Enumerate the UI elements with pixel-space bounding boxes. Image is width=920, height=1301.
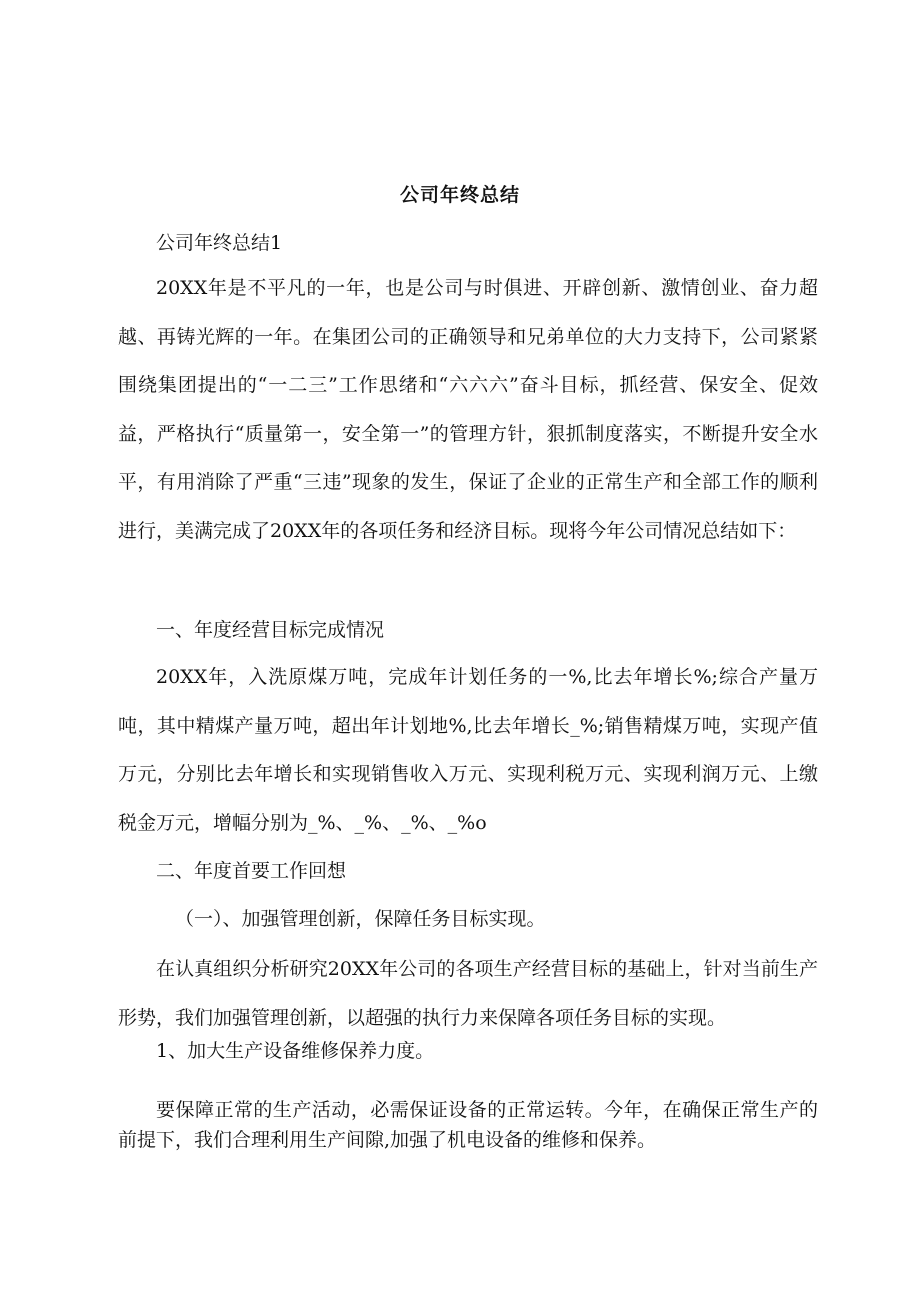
section-1-paragraph: 20XX年，入洗原煤万吨，完成年计划任务的一%,比去年增长%;综合产量万吨，其中精煤产量万吨，超出年计划地%,比去年增长_%;销售精煤万吨，实现产值万元，分别比去年增长和实现销售收入万元、实现利税万元、实现利润万元、上缴税金万元，增幅分别为_%、_%、_%、_%o	[118, 666, 818, 834]
section-heading-2: 二、年度首要工作回想	[156, 860, 347, 882]
section-heading-1: 一、年度经营目标完成情况	[156, 619, 385, 641]
subsection-1-paragraph: 在认真组织分析研究20XX年公司的各项生产经营目标的基础上，针对当前生产形势，我们加强管理创新，以超强的执行力来保障各项任务目标的实现。	[118, 958, 818, 1029]
subtitle-paragraph: 公司年终总结1	[156, 232, 283, 254]
subsection-heading-1: （一）、加强管理创新，保障任务目标实现。	[175, 908, 546, 930]
intro-paragraph: 20XX年是不平凡的一年，也是公司与时俱进、开辟创新、激情创业、奋力超越、再铸光辉的一年。在集团公司的正确领导和兄弟单位的大力支持下，公司紧紧围绕集团提出的“一二三”工作思绪和“六六六”奋斗目标，抓经营、保安全、促效益，严格执行“质量第一，安全第一”的管理方针，狠抓制度落实，不断提升安全水平，有用消除了严重“三违”现象的发生，保证了企业的正常生产和全部工作的顺利进行，美满完成了20XX年的各项任务和经济目标。现将今年公司情况总结如下：	[118, 277, 818, 542]
item-heading-1: 1、加大生产设备维修保养力度。	[156, 1040, 435, 1062]
document-title: 公司年终总结	[399, 184, 520, 206]
item-1-paragraph: 要保障正常的生产活动，必需保证设备的正常运转。今年，在确保正常生产的前提下，我们合理利用生产间隙,加强了机电设备的维修和保养。	[118, 1099, 818, 1151]
